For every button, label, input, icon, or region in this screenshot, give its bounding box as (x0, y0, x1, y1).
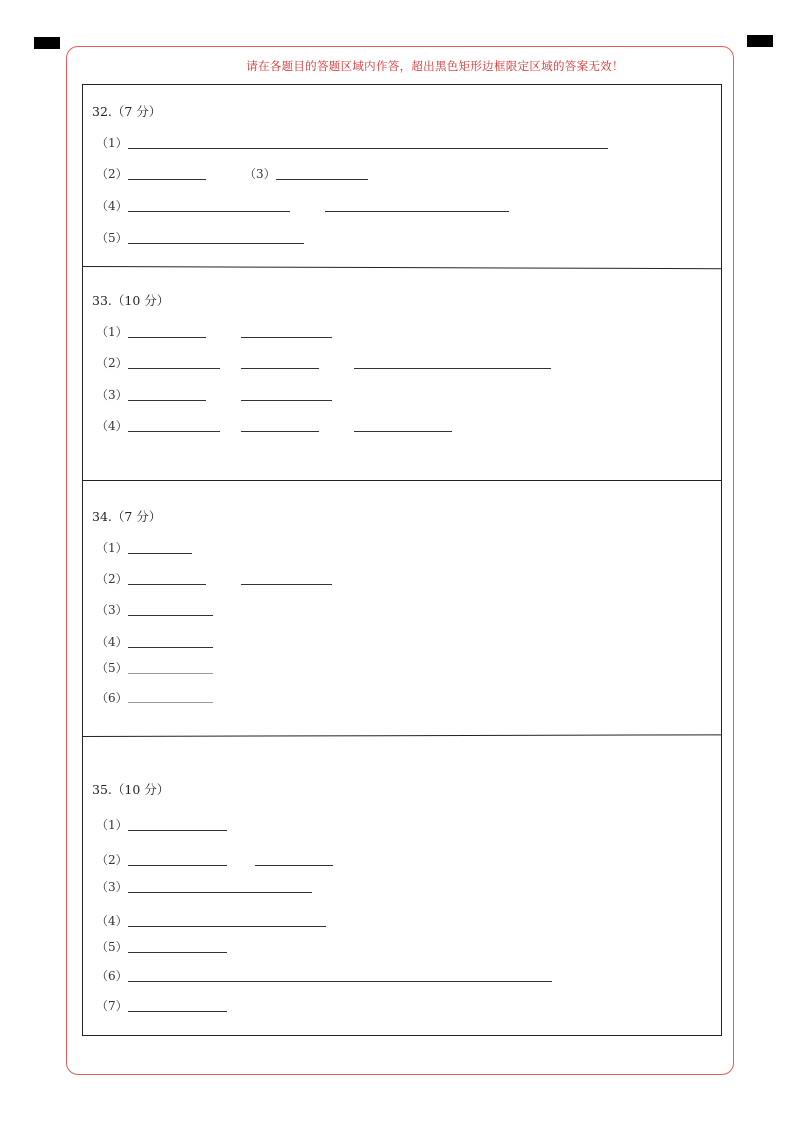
q33-part4-label: （4） (96, 419, 128, 433)
q35-part7-label: （7） (96, 999, 128, 1013)
q32-part4-blank-b[interactable] (325, 211, 509, 212)
q34-part3-label: （3） (96, 603, 128, 617)
q35-part2-label: （2） (96, 853, 128, 867)
q34-part6-blank[interactable] (128, 702, 213, 703)
q33-part3-label: （3） (96, 388, 128, 402)
q35-part4-blank[interactable] (128, 926, 326, 927)
q32-part1-label: （1） (96, 136, 128, 150)
q35-part2-blank-a[interactable] (128, 865, 227, 866)
q32-part3-label: （3） (244, 167, 276, 181)
q34-part6-label: （6） (96, 691, 128, 705)
q33-part3-blank-b[interactable] (241, 400, 332, 401)
q33-part2-label: （2） (96, 356, 128, 370)
registration-mark-right (747, 35, 773, 47)
answer-notice: 请在各题目的答题区域内作答，超出黑色矩形边框限定区域的答案无效！ (246, 59, 624, 73)
q33-part2-blank-a[interactable] (128, 368, 220, 369)
question-33-title: 33.（10 分） (92, 293, 170, 308)
question-34-title: 34.（7 分） (92, 509, 162, 524)
question-32-title: 32.（7 分） (92, 104, 162, 119)
q33-part4-blank-a[interactable] (128, 431, 220, 432)
q32-part3-blank[interactable] (276, 179, 368, 180)
q35-part1-label: （1） (96, 818, 128, 832)
q32-part4-blank-a[interactable] (128, 211, 290, 212)
q34-part2-blank-a[interactable] (128, 584, 206, 585)
q35-part6-label: （6） (96, 969, 128, 983)
q34-part2-blank-b[interactable] (241, 584, 332, 585)
q34-part4-label: （4） (96, 635, 128, 649)
q32-part4-label: （4） (96, 199, 128, 213)
q33-part1-blank-a[interactable] (128, 337, 206, 338)
q35-part6-blank[interactable] (128, 981, 552, 982)
q34-part1-label: （1） (96, 541, 128, 555)
q33-part3-blank-a[interactable] (128, 400, 206, 401)
q34-part2-label: （2） (96, 572, 128, 586)
q34-part3-blank[interactable] (128, 615, 213, 616)
q33-part2-blank-b[interactable] (241, 368, 319, 369)
registration-mark-left (34, 37, 60, 49)
q35-part1-blank[interactable] (128, 830, 227, 831)
q35-part3-blank[interactable] (128, 892, 312, 893)
q34-part5-blank[interactable] (128, 673, 213, 674)
q33-part1-blank-b[interactable] (241, 337, 332, 338)
q35-part3-label: （3） (96, 880, 128, 894)
q35-part7-blank[interactable] (128, 1011, 227, 1012)
q33-part1-label: （1） (96, 325, 128, 339)
q32-part5-label: （5） (96, 231, 128, 245)
q33-part4-blank-c[interactable] (354, 431, 452, 432)
section-divider-33-34 (82, 480, 722, 481)
q32-part2-label: （2） (96, 167, 128, 181)
q35-part5-label: （5） (96, 940, 128, 954)
question-35-title: 35.（10 分） (92, 782, 170, 797)
q33-part2-blank-c[interactable] (354, 368, 551, 369)
q33-part4-blank-b[interactable] (241, 431, 319, 432)
q34-part1-blank[interactable] (128, 553, 192, 554)
q34-part4-blank[interactable] (128, 647, 213, 648)
q34-part5-label: （5） (96, 661, 128, 675)
q35-part2-blank-b[interactable] (255, 865, 333, 866)
answer-frame (82, 84, 722, 1036)
q32-part2-blank[interactable] (128, 179, 206, 180)
q35-part5-blank[interactable] (128, 952, 227, 953)
q35-part4-label: （4） (96, 914, 128, 928)
q32-part1-blank[interactable] (128, 148, 608, 149)
q32-part5-blank[interactable] (128, 243, 304, 244)
